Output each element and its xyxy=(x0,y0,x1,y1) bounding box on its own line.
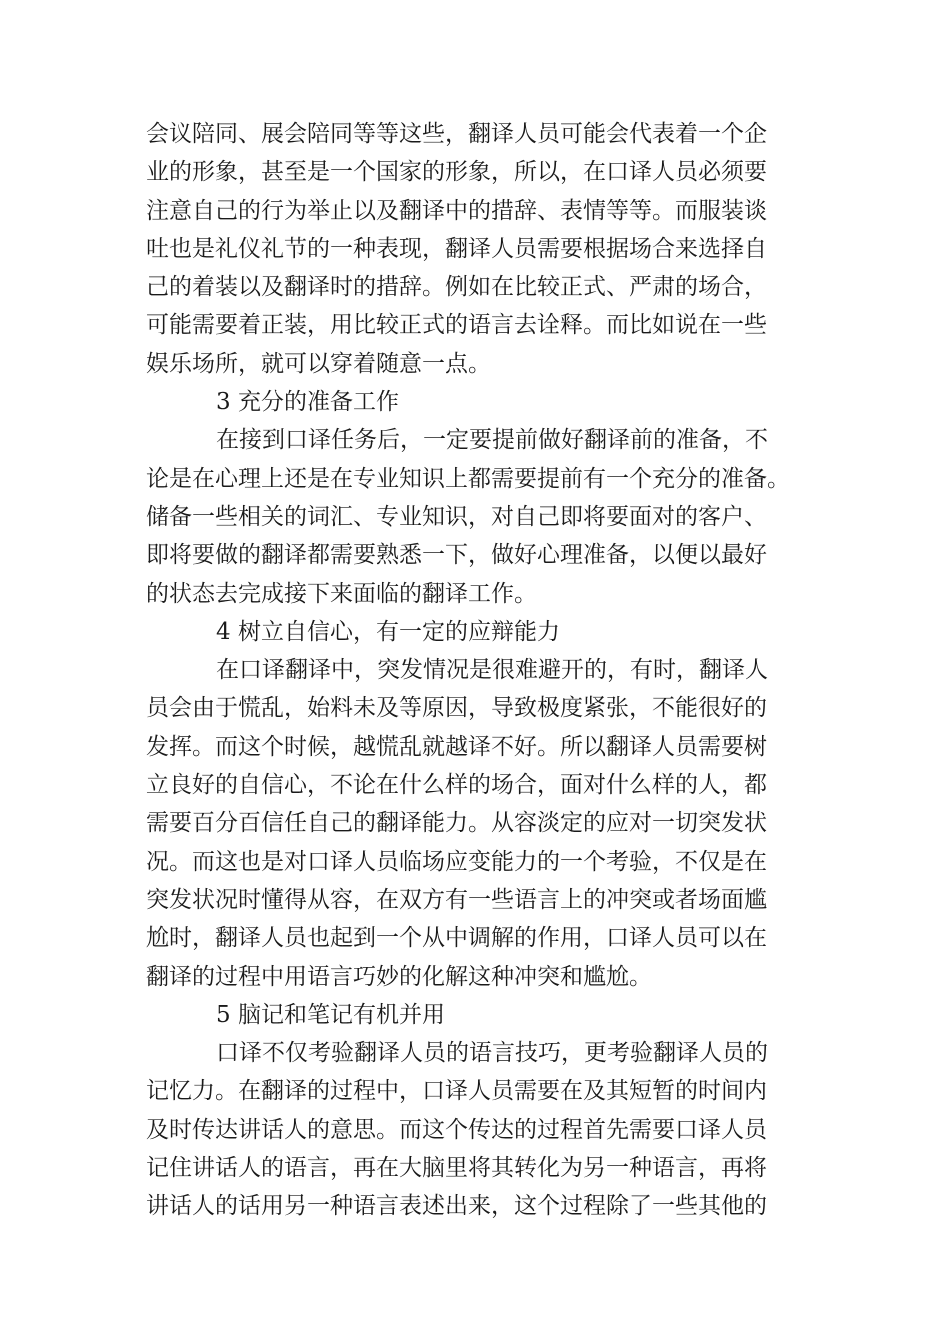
text-line: 突发状况时懂得从容，在双方有一些语言上的冲突或者场面尴 xyxy=(146,886,767,913)
text-line: 在口译翻译中，突发情况是很难避开的，有时，翻译人 xyxy=(216,657,768,684)
text-line: 储备一些相关的词汇、专业知识，对自己即将要面对的客户、 xyxy=(146,503,767,530)
text-line: 况。而这也是对口译人员临场应变能力的一个考验，不仅是在 xyxy=(146,848,767,875)
text-line: 发挥。而这个时候，越慌乱就越译不好。所以翻译人员需要树 xyxy=(146,733,767,760)
text-line: 讲话人的话用另一种语言表述出来，这个过程除了一些其他的 xyxy=(146,1193,767,1220)
text-line: 记住讲话人的语言，再在大脑里将其转化为另一种语言，再将 xyxy=(146,1155,767,1182)
text-line: 即将要做的翻译都需要熟悉一下，做好心理准备，以便以最好 xyxy=(146,542,767,569)
text-line: 娱乐场所，就可以穿着随意一点。 xyxy=(146,350,491,377)
text-line: 在接到口译任务后，一定要提前做好翻译前的准备，不 xyxy=(216,427,768,454)
text-line: 的状态去完成接下来面临的翻译工作。 xyxy=(146,580,537,607)
text-line: 及时传达讲话人的意思。而这个传达的过程首先需要口译人员 xyxy=(146,1116,767,1143)
text-line: 口译不仅考验翻译人员的语言技巧，更考验翻译人员的 xyxy=(216,1040,768,1067)
text-line: 尬时，翻译人员也起到一个从中调解的作用，口译人员可以在 xyxy=(146,925,767,952)
text-line: 员会由于慌乱，始料未及等原因，导致极度紧张，不能很好的 xyxy=(146,695,767,722)
text-line: 立良好的自信心，不论在什么样的场合，面对什么样的人，都 xyxy=(146,772,767,799)
text-line: 5 脑记和笔记有机并用 xyxy=(216,1001,445,1028)
text-line: 吐也是礼仪礼节的一种表现，翻译人员需要根据场合来选择自 xyxy=(146,235,767,262)
text-line: 翻译的过程中用语言巧妙的化解这种冲突和尴尬。 xyxy=(146,963,652,990)
text-line: 会议陪同、展会陪同等等这些，翻译人员可能会代表着一个企 xyxy=(146,121,767,147)
text-line: 4 树立自信心，有一定的应辩能力 xyxy=(216,618,560,645)
text-line: 可能需要着正装，用比较正式的语言去诠释。而比如说在一些 xyxy=(146,312,767,339)
body-text xyxy=(146,115,816,1226)
text-line: 业的形象，甚至是一个国家的形象，所以，在口译人员必须要 xyxy=(146,159,767,186)
text-line: 己的着装以及翻译时的措辞。例如在比较正式、严肃的场合， xyxy=(146,274,767,301)
text-line: 3 充分的准备工作 xyxy=(216,389,399,416)
text-line: 注意自己的行为举止以及翻译中的措辞、表情等等。而服装谈 xyxy=(146,197,767,224)
text-line: 记忆力。在翻译的过程中，口译人员需要在及其短暂的时间内 xyxy=(146,1078,767,1105)
text-line: 论是在心理上还是在专业知识上都需要提前有一个充分的准备。 xyxy=(146,465,790,492)
text-line: 需要百分百信任自己的翻译能力。从容淡定的应对一切突发状 xyxy=(146,810,767,837)
